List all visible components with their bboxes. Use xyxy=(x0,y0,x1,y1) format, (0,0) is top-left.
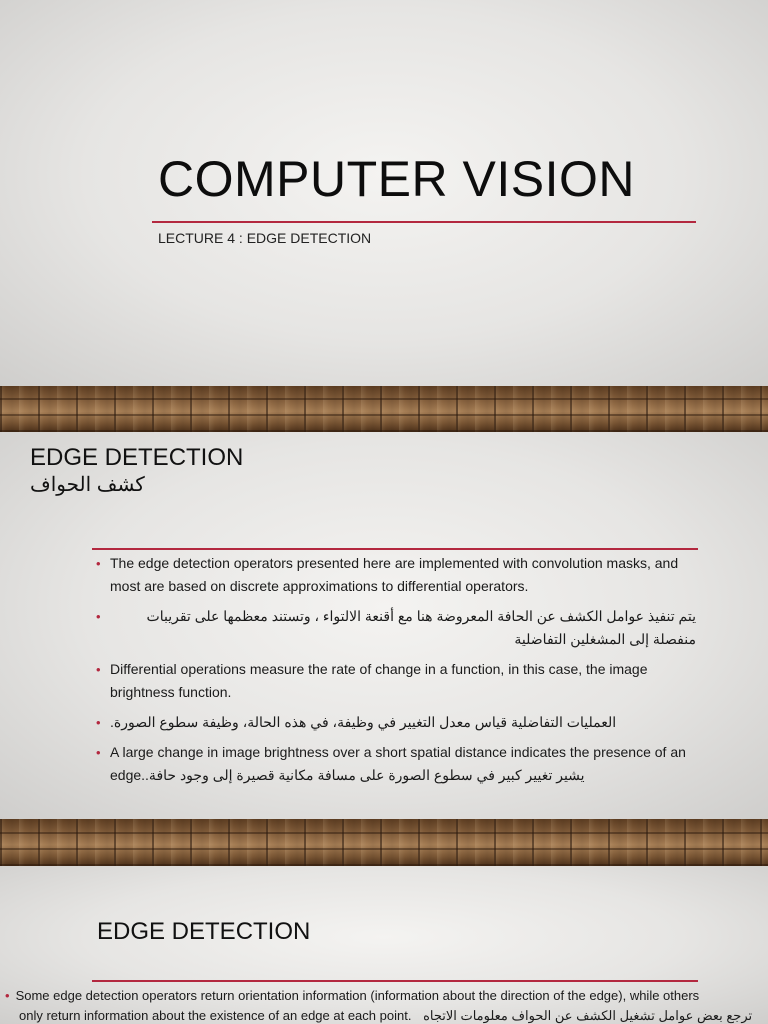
bullet-text: The edge detection operators presented here are implemented with convolution masks, and most are based on discrete approximations to differential operators. xyxy=(110,555,679,594)
bullet-icon: • xyxy=(96,745,101,760)
bullet-list xyxy=(96,552,696,794)
bullet-text: يتم تنفيذ عوامل الكشف عن الحافة المعروضة هنا مع أقنعة الالتواء ، وتستند معظمها على تقريبات منفصلة إلى المشغلين التفاضلية xyxy=(146,608,696,647)
content-slide-3 xyxy=(0,866,768,1024)
slide-title: COMPUTER VISION xyxy=(158,151,635,207)
slide-subtitle: LECTURE 4 : EDGE DETECTION xyxy=(158,230,372,246)
list-item xyxy=(96,552,696,598)
bullet-text: A large change in image brightness over a short spatial distance indicates the presence of an edge. xyxy=(110,744,686,783)
list-item xyxy=(96,658,696,704)
bullet-icon: • xyxy=(96,556,101,571)
title-divider xyxy=(152,221,696,223)
bullet-text-arabic: يشير تغيير كبير في سطوع الصورة على مسافة مكانية قصيرة إلى وجود حافة. xyxy=(145,767,585,783)
wood-floor-band xyxy=(0,819,768,866)
bullet-text: العمليات التفاضلية قياس معدل التغيير في وظيفة، في هذه الحالة، وظيفة سطوع الصورة. xyxy=(110,714,617,730)
bullet-text: Differential operations measure the rate of change in a function, in this case, the image brightness function. xyxy=(110,661,648,700)
list-item xyxy=(96,741,696,787)
paragraph-arabic: ترجع بعض عوامل تشغيل الكشف عن الحواف معلومات الاتجاه xyxy=(423,1008,753,1023)
bullet-icon: • xyxy=(96,609,101,624)
bullet-icon: • xyxy=(96,715,101,730)
paragraph-line: only return information about the existence of an edge at each point. xyxy=(19,1008,412,1023)
paragraph-line: Some edge detection operators return orientation information (information about the direction of the edge), while others xyxy=(15,988,700,1003)
heading-divider xyxy=(92,548,698,550)
list-item xyxy=(96,605,696,651)
slide-heading: EDGE DETECTION xyxy=(30,444,244,471)
wood-floor-band xyxy=(0,386,768,432)
paragraph xyxy=(5,986,765,1024)
heading-divider xyxy=(92,980,698,982)
list-item xyxy=(96,711,696,734)
title-slide xyxy=(0,0,768,386)
bullet-icon: • xyxy=(96,662,101,677)
content-slide-2 xyxy=(0,432,768,819)
slide-heading-arabic: كشف الحواف xyxy=(30,474,145,496)
slide-heading: EDGE DETECTION xyxy=(97,918,311,945)
bullet-icon: • xyxy=(5,988,10,1003)
